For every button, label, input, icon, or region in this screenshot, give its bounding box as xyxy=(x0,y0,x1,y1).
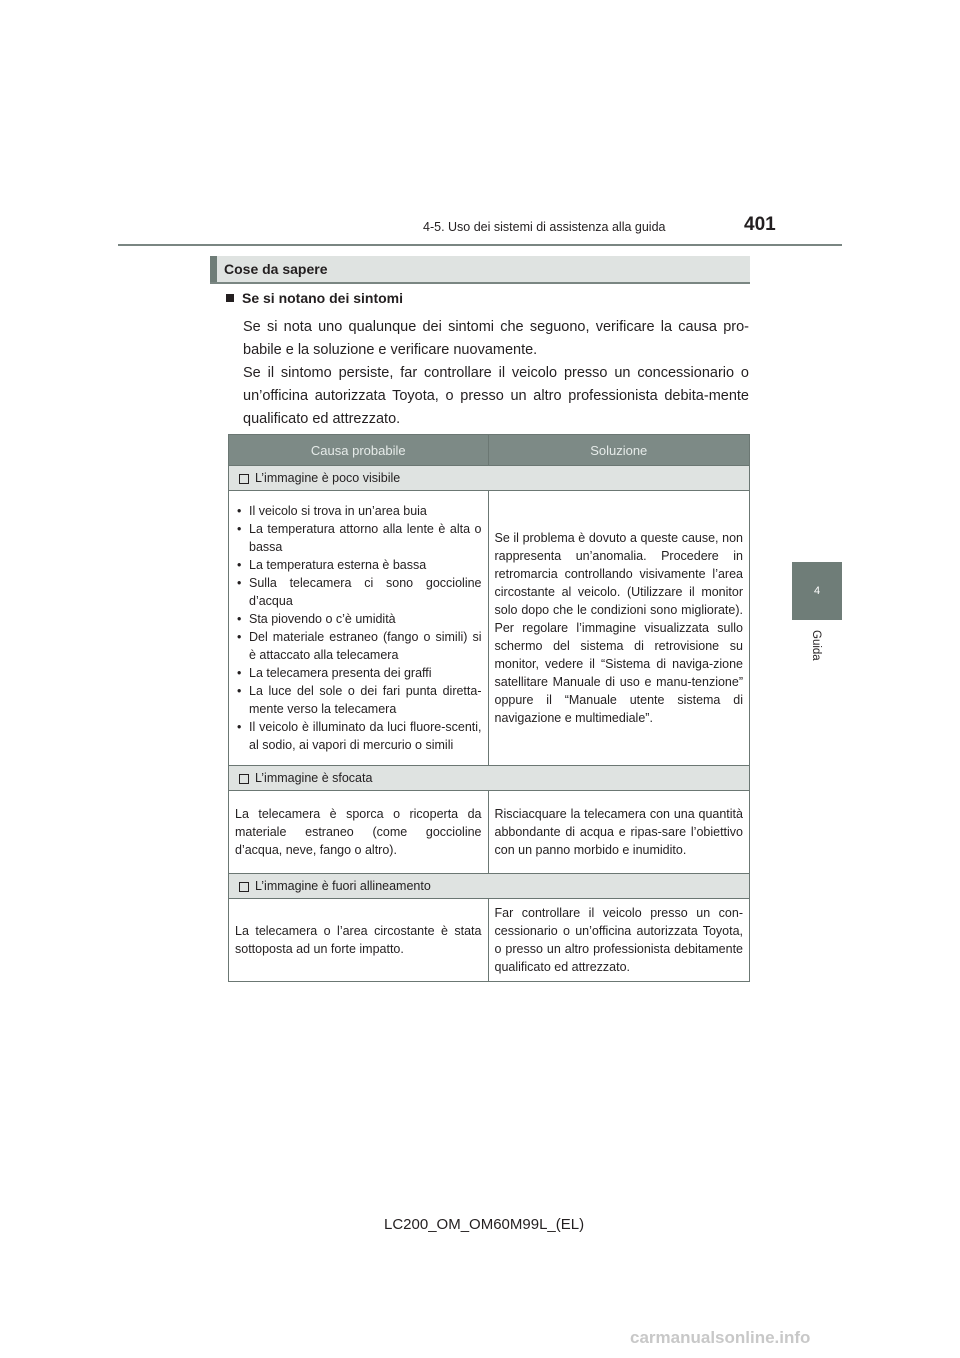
cause-cell: La telecamera è sporca o ricoperta da materiale estraneo (come goccioline d’acqua, neve, fango o altro). xyxy=(229,791,489,874)
info-box-header xyxy=(210,256,750,284)
table-row xyxy=(229,491,750,766)
cause-cell xyxy=(229,491,489,766)
group-title xyxy=(229,874,750,899)
group-row xyxy=(229,874,750,899)
subheading xyxy=(226,290,403,306)
list-item: • Sulla telecamera ci sono goccioline d’acqua xyxy=(235,574,482,610)
footer-code: LC200_OM_OM60M99L_(EL) xyxy=(384,1216,585,1233)
list-item: • La temperatura esterna è bassa xyxy=(235,556,482,574)
list-item: • La telecamera presenta dei graffi xyxy=(235,664,482,682)
page-number: 401 xyxy=(744,214,776,235)
solution-cell: Far controllare il veicolo presso un con-cessionario o un’officina autorizzata Toyota, o presso un altro professionista debitamente qualificato ed attrezzato. xyxy=(488,899,750,982)
section-title: 4-5. Uso dei sistemi di assistenza alla guida xyxy=(423,220,666,234)
solution-cell: Risciacquare la telecamera con una quantità abbondante di acqua e ripas-sare l’obiettivo con un panno morbido e inumidito. xyxy=(488,791,750,874)
group-title-text: L’immagine è sfocata xyxy=(255,771,373,785)
group-title-text: L’immagine è fuori allineamento xyxy=(255,879,431,893)
chapter-label xyxy=(786,626,846,666)
list-item: • Il veicolo è illuminato da luci fluore-scenti, al sodio, ai vapori di mercurio o simili xyxy=(235,718,482,754)
group-row xyxy=(229,466,750,491)
cause-list xyxy=(235,502,482,754)
cause-cell: La telecamera o l’area circostante è stata sottoposta ad un forte impatto. xyxy=(229,899,489,982)
header-rule xyxy=(118,244,842,246)
group-title xyxy=(229,466,750,491)
column-header-solution: Soluzione xyxy=(488,435,750,466)
troubleshooting-table xyxy=(228,434,750,982)
table-row xyxy=(229,899,750,982)
paragraph: Se il sintomo persiste, far controllare il veicolo presso un concessionario o un’officina autorizzata Toyota, o presso un altro professionista debita-mente qualificato ed attrezzato. xyxy=(243,365,749,427)
paragraph: Se si nota uno qualunque dei sintomi che seguono, verificare la causa pro-babile e la soluzione e verificare nuovamente. xyxy=(243,319,749,358)
table-header-row xyxy=(229,435,750,466)
list-item: • La luce del sole o dei fari punta diretta-mente verso la telecamera xyxy=(235,682,482,718)
list-item: • Il veicolo si trova in un’area buia xyxy=(235,502,482,520)
group-row xyxy=(229,766,750,791)
checkbox-icon xyxy=(239,882,249,892)
checkbox-icon xyxy=(239,474,249,484)
info-box-accent xyxy=(210,256,217,282)
subheading-text: Se si notano dei sintomi xyxy=(242,290,404,306)
group-title xyxy=(229,766,750,791)
table-row xyxy=(229,791,750,874)
column-header-cause: Causa probabile xyxy=(229,435,489,466)
info-box-title: Cose da sapere xyxy=(224,261,328,277)
chapter-label-text: Guida xyxy=(810,630,822,661)
solution-cell: Se il problema è dovuto a queste cause, non rappresenta un’anomalia. Procedere in retromarcia controllando visivamente l’area circostante al veicolo. (Utilizzare il monitor solo dopo che le condizioni sono migliorate). Per regolare l’immagine visualizzata sullo schermo del sistema di retrovisione su monitor, vedere il “Sistema di naviga-zione satellitare Manuale di uso e manu-tenzione” oppure il “Manuale utente sistema di navigazione e multimediale”. xyxy=(488,491,750,766)
group-title-text: L’immagine è poco visibile xyxy=(255,471,401,485)
list-item: • La temperatura attorno alla lente è alta o bassa xyxy=(235,520,482,556)
checkbox-icon xyxy=(239,774,249,784)
list-item: • Sta piovendo o c’è umidità xyxy=(235,610,482,628)
chapter-number: 4 xyxy=(813,585,821,597)
chapter-tab[interactable] xyxy=(792,562,842,620)
square-bullet-icon xyxy=(226,294,234,302)
list-item: • Del materiale estraneo (fango o simili) si è attaccato alla telecamera xyxy=(235,628,482,664)
watermark: carmanualsonline.info xyxy=(630,1328,811,1347)
